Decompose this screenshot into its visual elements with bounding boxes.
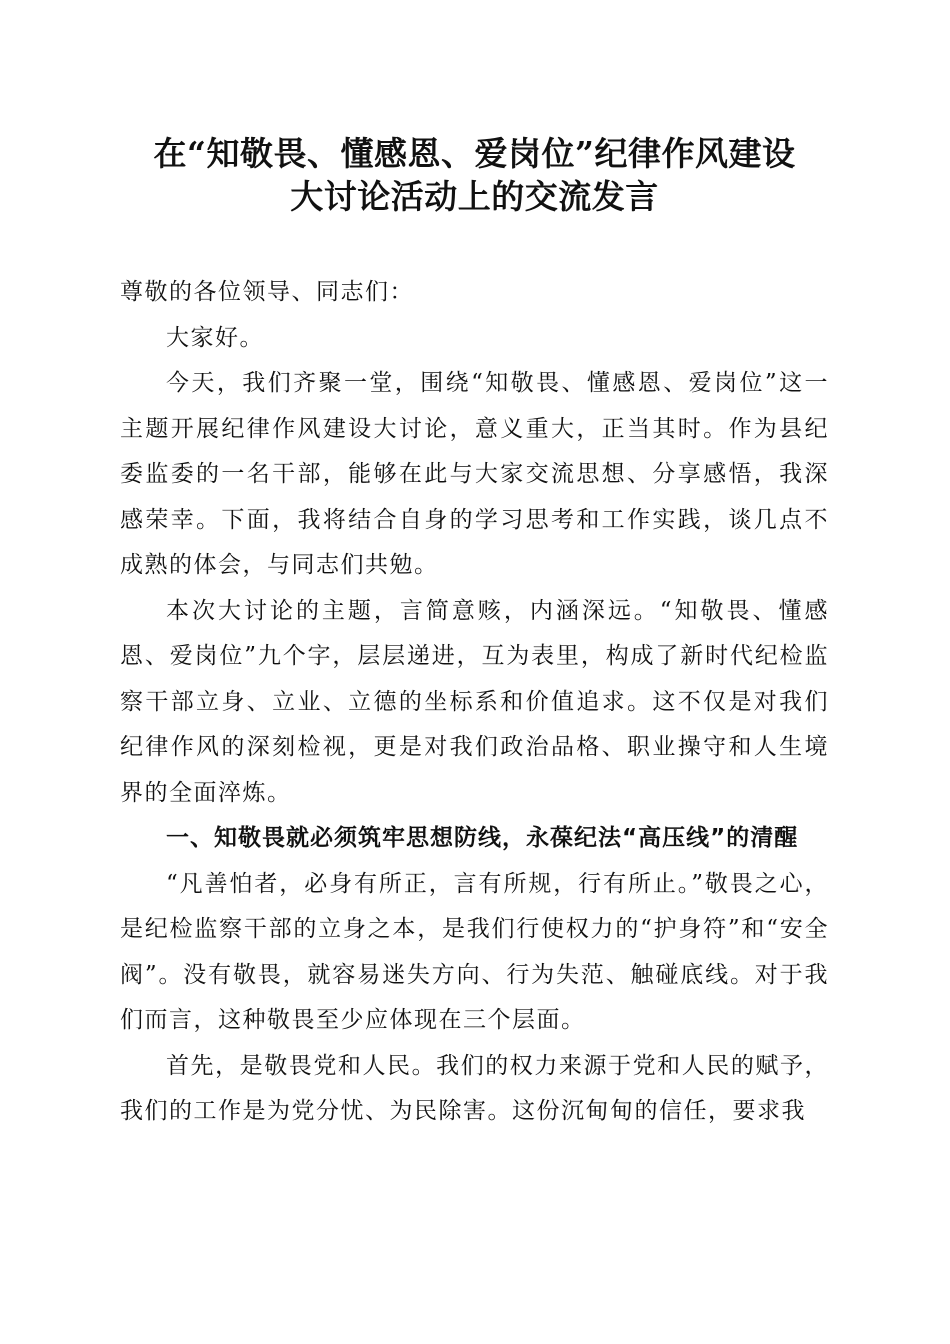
document-body: [120, 270, 829, 1135]
paragraph-intro: 今天，我们齐聚一堂，围绕“知敬畏、懂感恩、爱岗位”这一主题开展纪律作风建设大讨论，意义重大，正当其时。作为县纪委监委的一名干部，能够在此与大家交流思想、分享感悟，我深感荣幸。下面，我将结合自身的学习思考和工作实践，谈几点不成熟的体会，与同志们共勉。: [120, 370, 829, 578]
document-title: [108, 132, 841, 218]
title-line-1: 在“知敬畏、懂感恩、爱岗位”纪律作风建设: [153, 134, 796, 173]
paragraph-first: 首先，是敬畏党和人民。我们的权力来源于党和人民的赋予，我们的工作是为党分忧、为民除害。这份沉甸甸的信任，要求我: [120, 1052, 829, 1124]
title-line-2: 大讨论活动上的交流发言: [290, 177, 659, 216]
salutation: 尊敬的各位领导、同志们：: [120, 279, 414, 305]
section-heading-1: 一、知敬畏就必须筑牢思想防线，永葆纪法“高压线”的清醒: [166, 825, 799, 851]
paragraph-awe: “凡善怕者，必身有所正，言有所规，行有所止。”敬畏之心，是纪检监察干部的立身之本，是我们行使权力的“护身符”和“安全阀”。没有敬畏，就容易迷失方向、行为失范、触碰底线。对于我们而言，这种敬畏至少应体现在三个层面。: [120, 870, 829, 1033]
paragraph-theme: 本次大讨论的主题，言简意赅，内涵深远。“知敬畏、懂感恩、爱岗位”九个字，层层递进，互为表里，构成了新时代纪检监察干部立身、立业、立德的坐标系和价值追求。这不仅是对我们纪律作风的深刻检视，更是对我们政治品格、职业操守和人生境界的全面淬炼。: [120, 597, 829, 806]
greeting: 大家好。: [166, 324, 264, 351]
